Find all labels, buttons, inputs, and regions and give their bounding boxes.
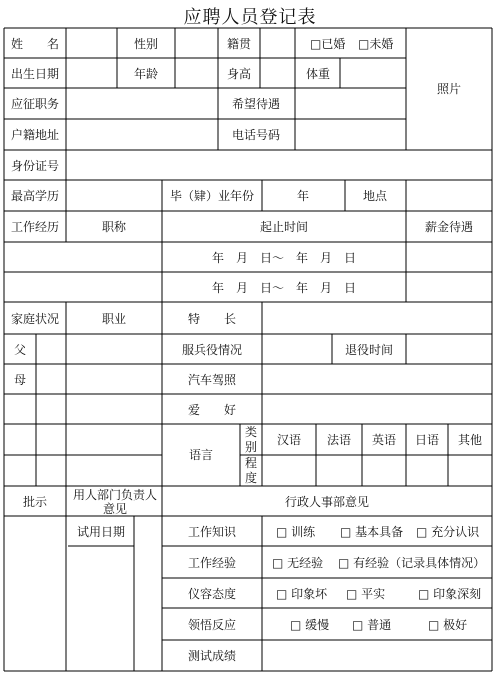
label-height: 身高 [226, 67, 252, 81]
option-plain[interactable]: □ 平实 [346, 587, 386, 601]
label-phone: 电话号码 [231, 128, 281, 142]
label-father: 父 [13, 343, 27, 357]
label-weight: 体重 [305, 67, 331, 81]
period-row-2: 年 月 日～ 年 月 日 [211, 281, 357, 295]
label-location: 地点 [362, 189, 388, 203]
option-excellent[interactable]: □ 极好 [428, 618, 468, 632]
label-name: 姓 名 [10, 37, 60, 51]
label-period: 起止时间 [259, 220, 309, 234]
period-row-1: 年 月 日～ 年 月 日 [211, 251, 357, 265]
label-military: 服兵役情况 [181, 343, 243, 357]
label-photo: 照片 [436, 82, 462, 96]
label-work-history: 工作经历 [10, 220, 60, 234]
label-year: 年 [296, 189, 310, 203]
label-approval: 批示 [22, 495, 48, 509]
lang-other: 其他 [457, 433, 483, 447]
label-test-result: 测试成绩 [187, 649, 237, 663]
label-probation: 试用日期 [76, 525, 126, 539]
label-driving: 汽车驾照 [187, 373, 237, 387]
option-full[interactable]: □ 充分认识 [416, 525, 480, 539]
label-grad-year: 毕（肄）业年份 [169, 189, 255, 203]
label-specialty: 特 长 [187, 312, 237, 326]
option-bad-impression[interactable]: □ 印象坏 [276, 587, 328, 601]
label-native-place: 籍贯 [226, 37, 252, 51]
label-manner: 仪容态度 [187, 587, 237, 601]
label-comprehension: 领悟反应 [187, 618, 237, 632]
checkbox-married[interactable]: □已婚 [310, 37, 346, 51]
label-hr-opinion: 行政人事部意见 [284, 495, 370, 509]
label-id-number: 身份证号 [10, 159, 60, 173]
label-language: 语言 [188, 448, 214, 462]
label-expected-pay: 希望待遇 [231, 97, 281, 111]
lang-chinese: 汉语 [276, 433, 302, 447]
option-training[interactable]: □ 训练 [276, 525, 316, 539]
label-hobby: 爱 好 [187, 403, 237, 417]
label-knowledge: 工作知识 [187, 525, 237, 539]
option-normal[interactable]: □ 普通 [352, 618, 392, 632]
lang-japanese: 日语 [414, 433, 440, 447]
label-job-title: 职称 [101, 220, 127, 234]
label-category: 类别 [244, 425, 257, 454]
option-no-experience[interactable]: □ 无经验 [272, 556, 324, 570]
checkbox-unmarried[interactable]: □未婚 [358, 37, 394, 51]
option-slow[interactable]: □ 缓慢 [290, 618, 330, 632]
lang-french: 法语 [326, 433, 352, 447]
form-title: 应聘人员登记表 [183, 7, 317, 28]
label-discharge-time: 退役时间 [344, 343, 394, 357]
option-basic[interactable]: □ 基本具备 [340, 525, 404, 539]
label-mother: 母 [13, 373, 27, 387]
option-deep-impression[interactable]: □ 印象深刻 [418, 587, 482, 601]
label-occupation: 职业 [101, 312, 127, 326]
label-dept-head: 用人部门负责人意见 [72, 488, 157, 516]
label-position: 应征职务 [10, 97, 60, 111]
label-level: 程度 [244, 456, 257, 485]
label-family: 家庭状况 [10, 312, 60, 326]
label-household: 户籍地址 [10, 128, 60, 142]
label-gender: 性别 [133, 37, 159, 51]
label-age: 年龄 [133, 67, 159, 81]
label-birth-date: 出生日期 [10, 67, 60, 81]
lang-english: 英语 [371, 433, 397, 447]
label-education: 最高学历 [10, 189, 60, 203]
option-has-experience[interactable]: □ 有经验（记录具体情况） [338, 556, 486, 570]
label-experience: 工作经验 [187, 556, 237, 570]
label-salary: 薪金待遇 [424, 220, 474, 234]
